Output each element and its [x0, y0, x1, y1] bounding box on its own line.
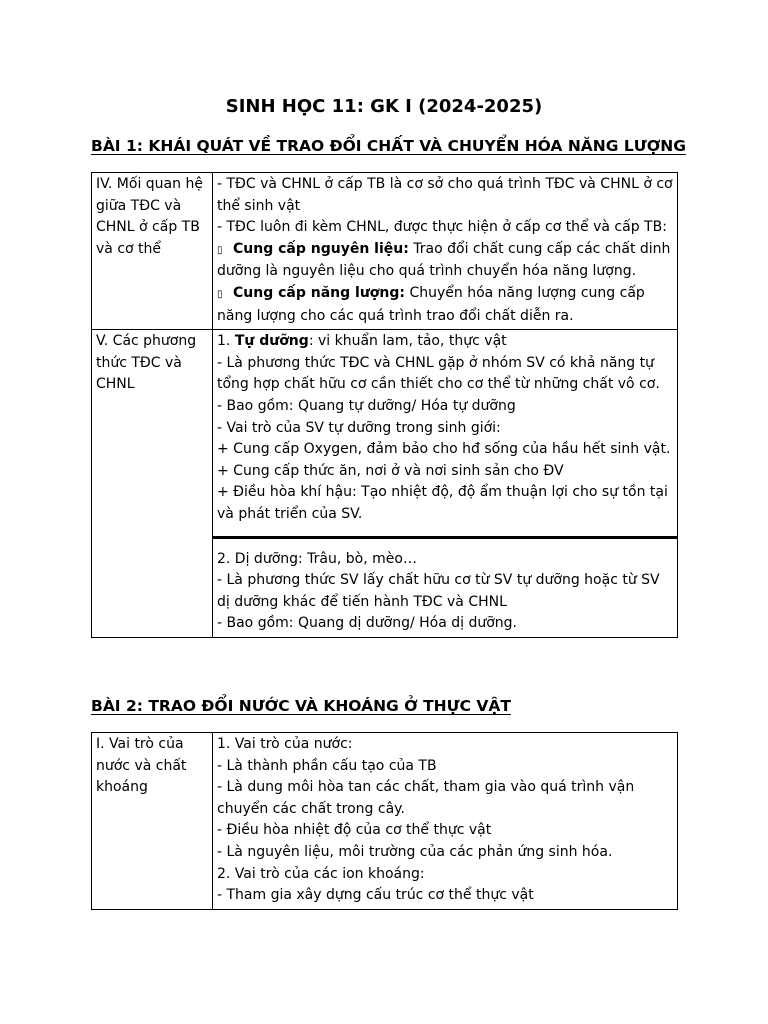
list-item [217, 283, 673, 327]
content-line: + Cung cấp thức ăn, nơi ở và nơi sinh sản cho ĐV [217, 462, 564, 479]
lesson1-table [91, 172, 678, 638]
row-content [213, 733, 678, 910]
row-label: IV. Mối quan hệ giữa TĐC và CHNL ở cấp TB và cơ thể [92, 173, 213, 330]
bullet-title: Cung cấp nguyên liệu: [233, 240, 409, 257]
subsection-rest: : vi khuẩn lam, tảo, thực vật [308, 333, 507, 350]
content-line: - Là dung môi hòa tan các chất, tham gia vào quá trình vận chuyển các chất trong cây. [217, 779, 635, 817]
subsection-number: 1. [217, 333, 235, 350]
subsection-title [217, 331, 673, 353]
row-label: V. Các phương thức TĐC và CHNL [92, 330, 213, 638]
content-line: 1. Vai trò của nước: [217, 736, 353, 752]
subsection-bold: Tự dưỡng [234, 333, 309, 350]
lesson1-heading: BÀI 1: KHÁI QUÁT VỀ TRAO ĐỔI CHẤT VÀ CHUYỂN HÓA NĂNG LƯỢNG [91, 137, 686, 155]
page-title: SINH HỌC 11: GK I (2024-2025) [225, 96, 543, 117]
section-divider [213, 536, 677, 549]
content-line: + Cung cấp Oxygen, đảm bảo cho hđ sống của hầu hết sinh vật. [217, 441, 671, 458]
content-line: + Điều hòa khí hậu: Tạo nhiệt độ, độ ẩm thuận lợi cho sự tồn tại và phát triển của SV. [217, 484, 668, 522]
content-line: - Là phương thức SV lấy chất hữu cơ từ SV tự dưỡng hoặc từ SV dị dưỡng khác để tiến hành TĐC và CHNL [217, 572, 660, 610]
content-line: 2. Dị dưỡng: Trâu, bò, mèo… [217, 550, 417, 567]
content-line: 2. Vai trò của các ion khoáng: [217, 865, 425, 882]
content-line: - TĐC luôn đi kèm CHNL, được thực hiện ở cấp cơ thể và cấp TB: [217, 219, 667, 236]
row-content [213, 173, 678, 330]
row-content [213, 330, 678, 638]
content-line: - Là nguyên liệu, môi trường của các phản ứng sinh hóa. [217, 843, 613, 860]
list-item [217, 239, 673, 283]
content-line: - Là thành phần cấu tạo của TB [217, 757, 437, 774]
bullet-icon: ▯ [217, 244, 223, 256]
bullet-icon: ▯ [217, 288, 223, 300]
lesson2-table [91, 732, 678, 910]
bullet-text: Trao đổi chất cung cấp các chất dinh dưỡng là nguyên liệu cho quá trình chuyển hóa năng lượng. [217, 240, 671, 280]
content-line: - Bao gồm: Quang dị dưỡng/ Hóa dị dưỡng. [217, 615, 518, 632]
table-row [92, 733, 678, 910]
table-row [92, 173, 678, 330]
lesson2-heading: BÀI 2: TRAO ĐỔI NƯỚC VÀ KHOÁNG Ở THỰC VẬT [91, 697, 511, 715]
table-row [92, 330, 678, 638]
row-label: I. Vai trò của nước và chất khoáng [92, 733, 213, 910]
content-line: - TĐC và CHNL ở cấp TB là cơ sở cho quá trình TĐC và CHNL ở cơ thể sinh vật [217, 176, 673, 214]
content-line: - Tham gia xây dựng cấu trúc cơ thể thực vật [217, 887, 534, 904]
content-line: - Điều hòa nhiệt độ của cơ thể thực vật [217, 822, 492, 839]
content-line: - Là phương thức TĐC và CHNL gặp ở nhóm SV có khả năng tự tổng hợp chất hữu cơ cần thiết cho cơ thể từ những chất vô cơ. [217, 354, 660, 393]
bullet-title: Cung cấp năng lượng: [233, 284, 405, 301]
content-line: - Vai trò của SV tự dưỡng trong sinh giới: [217, 419, 501, 436]
bullet-text: Chuyển hóa năng lượng cung cấp năng lượng cho các quá trình trao đổi chất diễn ra. [217, 284, 645, 324]
content-line: - Bao gồm: Quang tự dưỡng/ Hóa tự dưỡng [217, 397, 516, 414]
